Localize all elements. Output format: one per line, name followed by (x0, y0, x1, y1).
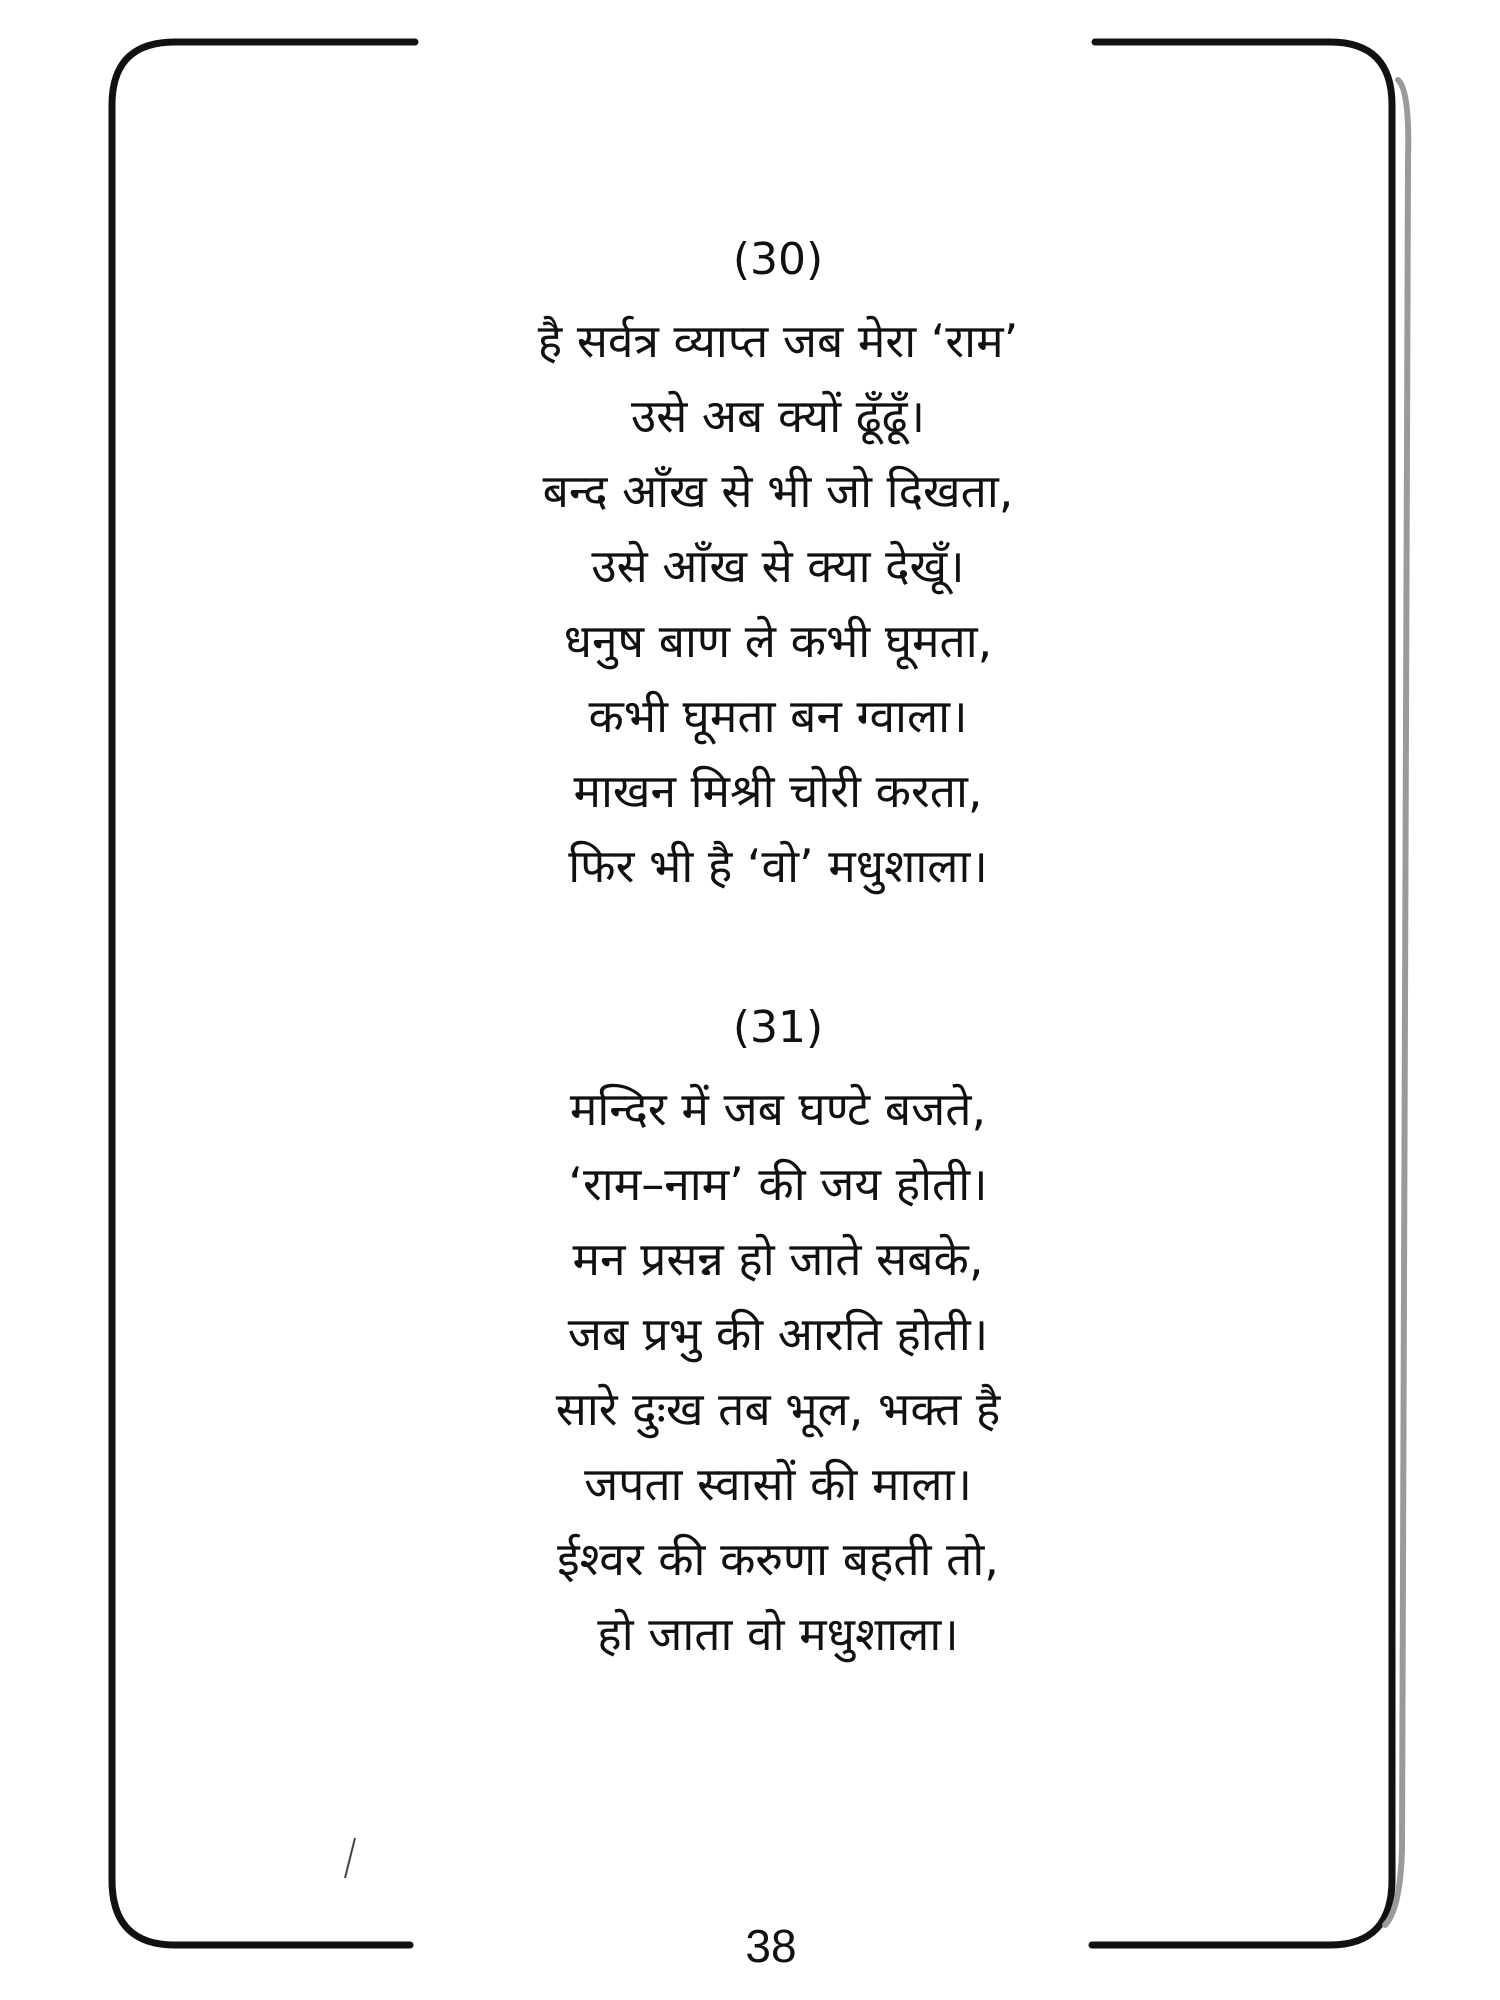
verse-line: धनुष बाण ले कभी घूमता, (563, 614, 993, 668)
verse-line: हो जाता वो मधुशाला। (597, 1607, 959, 1661)
verse-line: बन्द आँख से भी जो दिखता, (542, 464, 1014, 518)
verse-line: फिर भी है ‘वो’ मधुशाला। (568, 839, 988, 893)
verse-line: मन्दिर में जब घण्टे बजते, (569, 1082, 987, 1136)
verse-number: (31) (732, 1002, 824, 1053)
verse-line: मन प्रसन्न हो जाते सबके, (572, 1232, 984, 1286)
verse-line: ईश्वर की करुणा बहती तो, (557, 1532, 999, 1586)
verse-line: उसे आँख से क्या देखूँ। (591, 539, 965, 593)
verse-30 (0, 232, 1500, 904)
verse-line: ‘राम–नाम’ की जय होती। (568, 1157, 988, 1211)
verse-line: जब प्रभु की आरति होती। (567, 1307, 989, 1361)
verse-line: जपता स्वासों की माला। (584, 1457, 972, 1511)
verse-line: कभी घूमता बन ग्वाला। (588, 689, 968, 743)
verse-line: सारे दुःख तब भूल, भक्त है (555, 1382, 1001, 1436)
stray-mark (345, 1838, 355, 1878)
verse-31 (0, 1000, 1500, 1672)
verse-line: माखन मिश्री चोरी करता, (573, 764, 983, 818)
verse-number: (30) (732, 234, 824, 285)
verse-line: है सर्वत्र व्याप्त जब मेरा ‘राम’ (537, 314, 1019, 368)
verse-line: उसे अब क्यों ढूँढूँ। (630, 389, 925, 443)
page-number: 38 (745, 1920, 797, 1972)
